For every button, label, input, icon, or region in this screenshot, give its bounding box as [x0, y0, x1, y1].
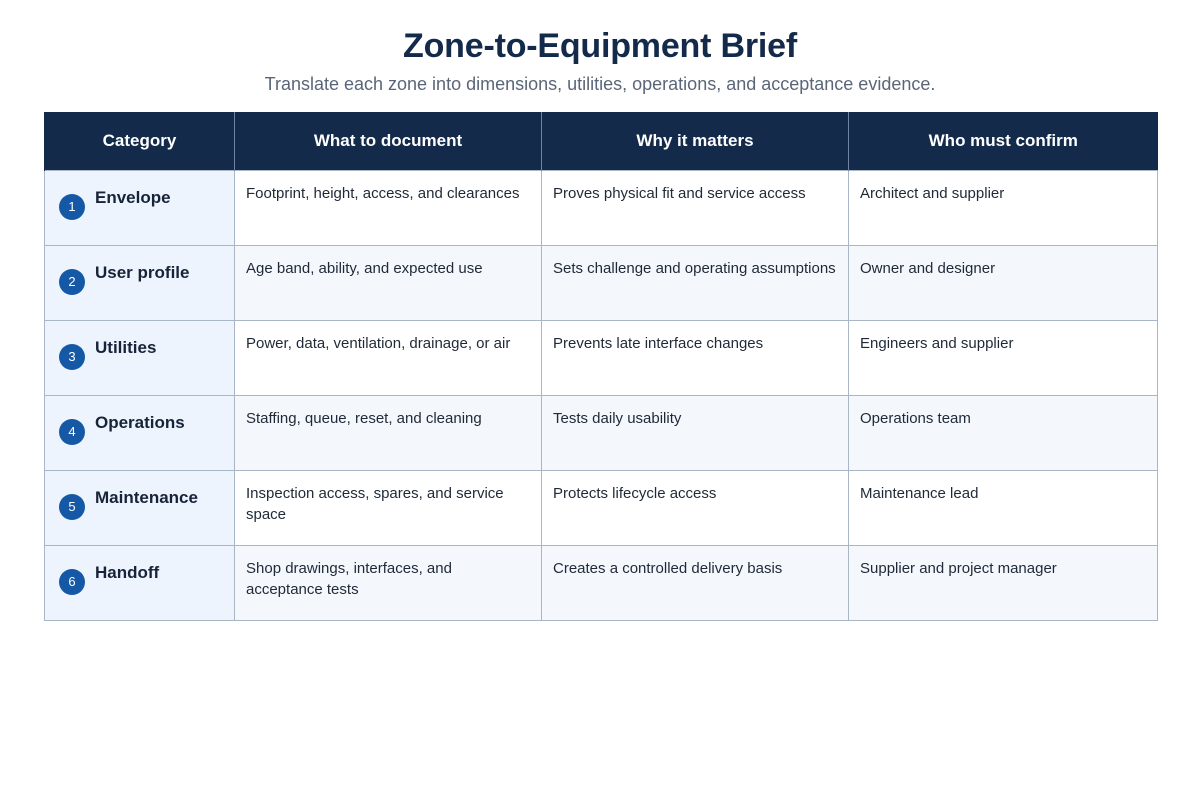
zone-equipment-table [44, 112, 1158, 621]
category-label: Envelope [95, 188, 171, 207]
category-label: Operations [95, 413, 185, 432]
who-cell: Operations team [849, 396, 1158, 471]
why-cell: Protects lifecycle access [542, 471, 849, 546]
document-cell: Shop drawings, interfaces, and acceptance tests [235, 546, 542, 621]
category-cell [45, 321, 235, 396]
category-cell [45, 171, 235, 246]
category-cell [45, 546, 235, 621]
row-number-badge: 1 [59, 194, 85, 220]
category-cell [45, 246, 235, 321]
category-cell [45, 471, 235, 546]
who-cell: Architect and supplier [849, 171, 1158, 246]
table-row [45, 321, 1158, 396]
document-cell: Age band, ability, and expected use [235, 246, 542, 321]
page-title: Zone-to-Equipment Brief [403, 27, 797, 65]
header-who-must-confirm: Who must confirm [849, 112, 1158, 171]
table-row [45, 546, 1158, 621]
why-cell: Prevents late interface changes [542, 321, 849, 396]
table-row [45, 246, 1158, 321]
header-why-it-matters: Why it matters [542, 112, 849, 171]
table-header-row [45, 112, 1158, 171]
who-cell: Supplier and project manager [849, 546, 1158, 621]
row-number-badge: 3 [59, 344, 85, 370]
row-number-badge: 5 [59, 494, 85, 520]
why-cell: Sets challenge and operating assumptions [542, 246, 849, 321]
why-cell: Creates a controlled delivery basis [542, 546, 849, 621]
document-cell: Footprint, height, access, and clearances [235, 171, 542, 246]
row-number-badge: 6 [59, 569, 85, 595]
category-cell [45, 396, 235, 471]
row-number-badge: 4 [59, 419, 85, 445]
category-label: Maintenance [95, 488, 198, 507]
page-subtitle: Translate each zone into dimensions, utilities, operations, and acceptance evidence. [264, 74, 936, 94]
table-row [45, 171, 1158, 246]
row-number-badge: 2 [59, 269, 85, 295]
header-category: Category [45, 112, 235, 171]
who-cell: Maintenance lead [849, 471, 1158, 546]
header-what-to-document: What to document [235, 112, 542, 171]
document-cell: Power, data, ventilation, drainage, or air [235, 321, 542, 396]
who-cell: Engineers and supplier [849, 321, 1158, 396]
why-cell: Proves physical fit and service access [542, 171, 849, 246]
category-label: Utilities [95, 338, 157, 357]
category-label: User profile [95, 263, 190, 282]
table-row [45, 396, 1158, 471]
category-label: Handoff [95, 563, 160, 582]
why-cell: Tests daily usability [542, 396, 849, 471]
who-cell: Owner and designer [849, 246, 1158, 321]
document-cell: Inspection access, spares, and service space [235, 471, 542, 546]
document-cell: Staffing, queue, reset, and cleaning [235, 396, 542, 471]
table-row [45, 471, 1158, 546]
